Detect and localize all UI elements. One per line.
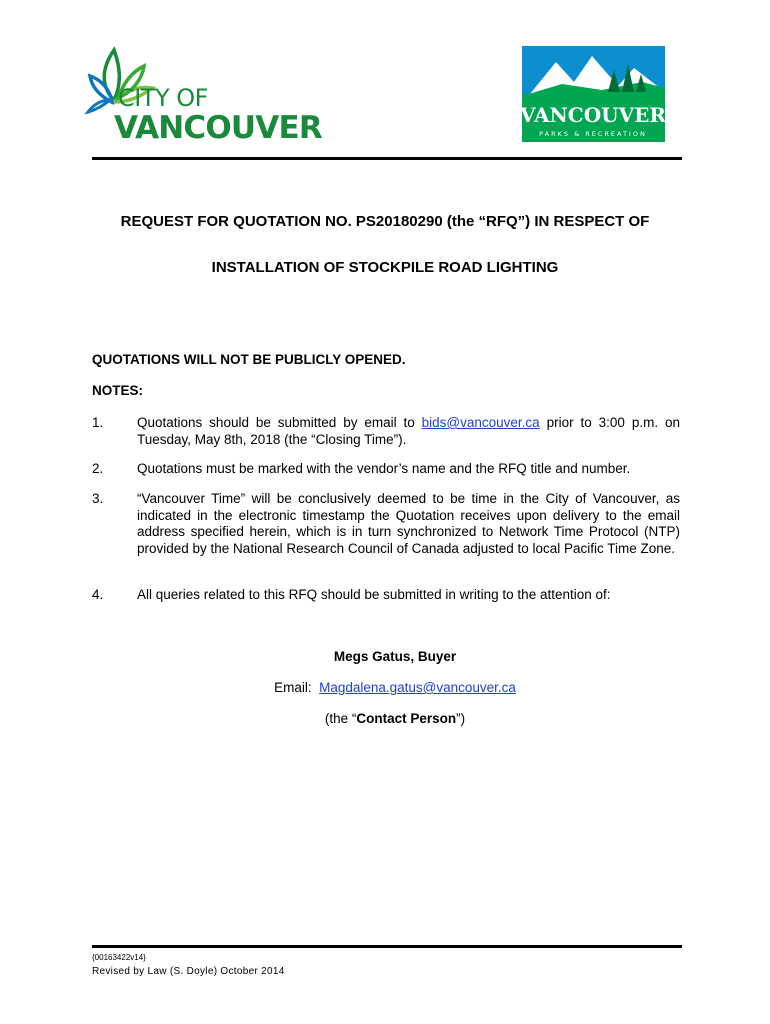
contact-email-line <box>0 680 770 695</box>
note-item <box>92 461 682 479</box>
parks-mountain-emblem-icon <box>522 46 665 142</box>
city-of-vancouver-logo <box>84 44 322 154</box>
email-label: Email: <box>274 680 312 695</box>
document-number: {00163422v14} <box>92 953 146 962</box>
logo-vancouver-text: VANCOUVER <box>114 110 322 146</box>
buyer-name: Megs Gatus, Buyer <box>333 649 457 664</box>
note-text-part: Quotations should be submitted by email to <box>137 415 422 430</box>
bids-email-link[interactable]: bids@vancouver.ca <box>421 415 540 430</box>
note-text-part: prior to 3:00 p.m. on Tuesday, May 8th, 2018 (the “Closing Time”). <box>137 415 680 447</box>
note-number: 2. <box>92 461 104 476</box>
vancouver-parks-logo <box>522 46 665 142</box>
note-item <box>92 491 682 575</box>
revision-note: Revised by Law (S. Doyle) October 2014 <box>92 966 285 977</box>
footer-divider <box>92 945 682 948</box>
rfq-subject: INSTALLATION OF STOCKPILE ROAD LIGHTING <box>211 259 559 276</box>
logo-vancouver-parks-text: VANCOUVER <box>522 103 665 127</box>
logo-parks-recreation-text: PARKS & RECREATION <box>539 130 647 138</box>
note-number: 1. <box>92 415 104 430</box>
note-text: Quotations must be marked with the vendor’s name and the RFQ title and number. <box>137 461 631 476</box>
note-number: 3. <box>92 491 104 506</box>
not-opened-notice: QUOTATIONS WILL NOT BE PUBLICLY OPENED. <box>92 352 406 367</box>
contact-role-bold: Contact Person <box>356 711 457 726</box>
notes-heading: NOTES: <box>92 383 144 398</box>
note-item <box>92 415 682 449</box>
rfq-title: REQUEST FOR QUOTATION NO. PS20180290 (the “RFQ”) IN RESPECT OF <box>120 213 650 230</box>
contact-email-link[interactable]: Magdalena.gatus@vancouver.ca <box>319 680 516 695</box>
header-divider <box>92 157 682 160</box>
note-text: All queries related to this RFQ should be submitted in writing to the attention of: <box>137 587 611 602</box>
note-text <box>137 415 680 448</box>
contact-role-prefix: (the “ <box>324 711 357 726</box>
note-item <box>92 587 682 605</box>
note-text: “Vancouver Time” will be conclusively deemed to be time in the City of Vancouver, as indicated in the electronic timestamp the Quotation receives upon delivery to the email address specified herein, which is in turn synchronized to Network Time Protocol (NTP) provided by the National Research Council of Canada adjusted to local Pacific Time Zone. <box>137 491 680 556</box>
note-number: 4. <box>92 587 104 602</box>
contact-person-note <box>0 711 770 726</box>
logo-city-of-text: CITY OF <box>118 84 208 112</box>
contact-role-suffix: ”) <box>456 711 466 726</box>
